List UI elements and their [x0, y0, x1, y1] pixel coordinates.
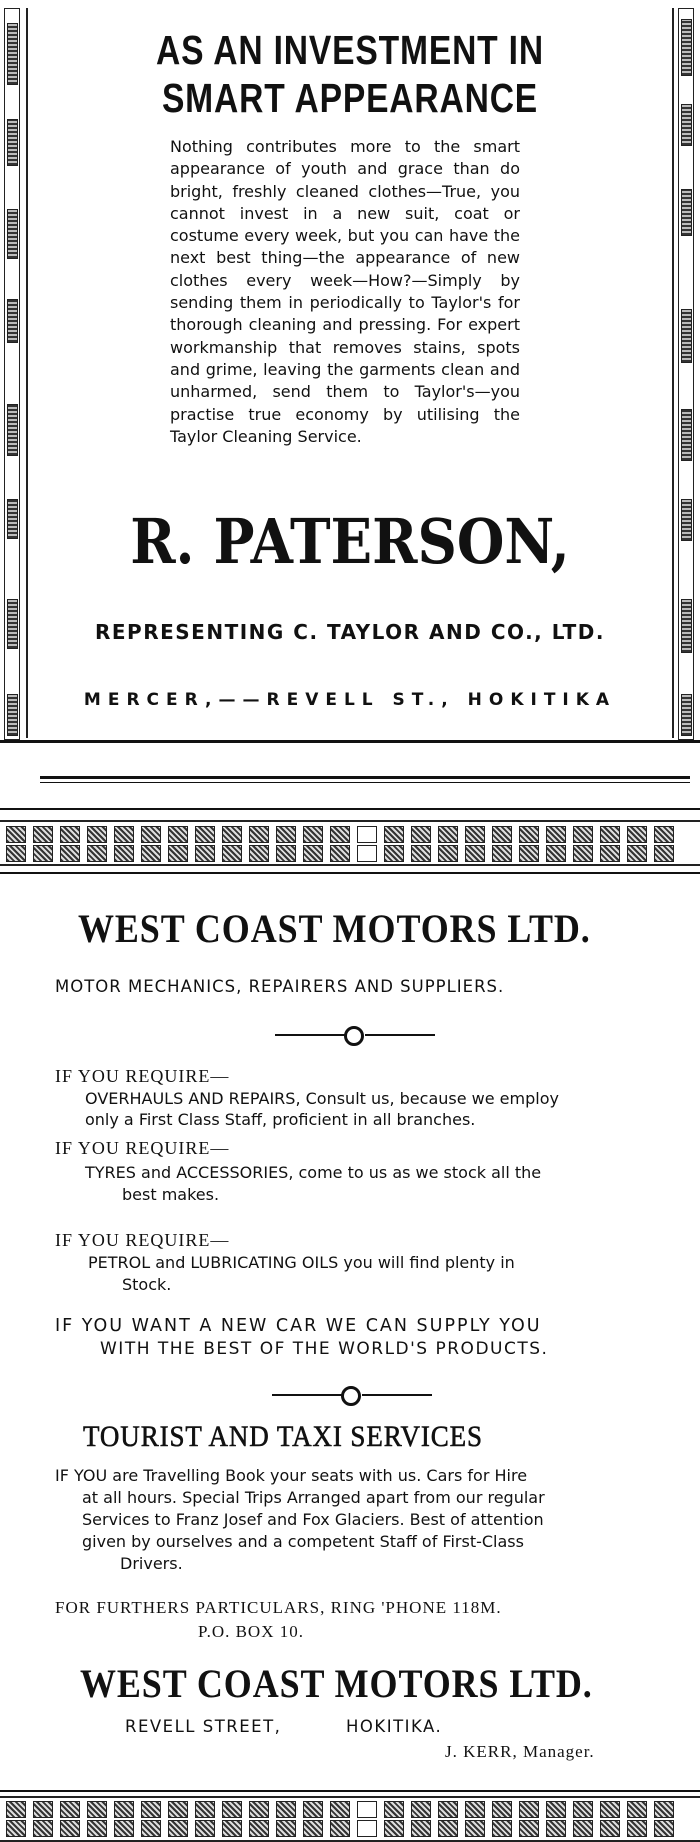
ornament-divider	[272, 1383, 432, 1407]
item-1-line-2: only a First Class Staff, proficient in all branches.	[85, 1110, 476, 1129]
if-you-require-heading: IF YOU REQUIRE—	[55, 1066, 230, 1086]
town-name: HOKITIKA.	[346, 1717, 443, 1736]
right-border-strip	[678, 8, 694, 740]
po-box-line: P.O. BOX 10.	[198, 1622, 304, 1641]
tourist-services-title: TOURIST AND TAXI SERVICES	[83, 1420, 483, 1453]
ornament-divider	[275, 1023, 435, 1047]
company-title: WEST COAST MOTORS LTD.	[78, 906, 591, 951]
paterson-advertisement	[0, 0, 700, 755]
new-car-line-2: WITH THE BEST OF THE WORLD'S PRODUCTS.	[100, 1339, 549, 1359]
tourist-line-3: Services to Franz Josef and Fox Glaciers. Best of attention	[82, 1510, 544, 1529]
address-line: MERCER,——REVELL ST., HOKITIKA	[83, 690, 617, 710]
left-border-strip	[4, 8, 20, 740]
ad-body-text: Nothing contributes more to the smart appearance of youth and grace than do bright, freshly cleaned clothes—True, you cannot invest in a new suit, coat or costume every week, but you can have the next best thing—the appearance of new clothes every week—How?—Simply by sending them in periodically to Taylor's for thorough cleaning and pressing. For expert workmanship that removes stains, spots and grime, leaving the garments clean and unharmed, send them to Taylor's—you practise true economy by utilising the Taylor Cleaning Service.	[170, 137, 520, 446]
item-1-line-1: OVERHAULS AND REPAIRS, Consult us, because we employ	[85, 1089, 559, 1108]
particulars-line: FOR FURTHERS PARTICULARS, RING 'PHONE 118M.	[55, 1598, 502, 1617]
divider-rule	[40, 776, 690, 779]
headline-line-1: AS AN INVESTMENT IN	[156, 27, 544, 73]
tourist-line-4: given by ourselves and a competent Staff of First-Class	[82, 1532, 524, 1551]
tourist-line-2: at all hours. Special Trips Arranged apart from our regular	[82, 1488, 545, 1507]
divider-rule	[0, 1790, 700, 1792]
business-name: R. PATERSON,	[130, 505, 570, 578]
headline-line-2: SMART APPEARANCE	[161, 75, 539, 121]
divider-rule	[40, 782, 690, 783]
divider-rule	[0, 872, 700, 874]
tourist-line-1: IF YOU are Travelling Book your seats with us. Cars for Hire	[55, 1466, 528, 1485]
if-you-require-heading: IF YOU REQUIRE—	[55, 1230, 230, 1250]
west-coast-motors-advertisement	[0, 880, 700, 1780]
tourist-line-5: Drivers.	[120, 1554, 183, 1573]
street-address: REVELL STREET,	[125, 1717, 282, 1736]
item-2-line-2: best makes.	[122, 1185, 220, 1204]
item-3-line-1: PETROL and LUBRICATING OILS you will find plenty in	[88, 1253, 515, 1272]
footer-company-title: WEST COAST MOTORS LTD.	[80, 1661, 593, 1706]
item-3-line-2: Stock.	[122, 1275, 172, 1294]
item-2-line-1: TYRES and ACCESSORIES, come to us as we stock all the	[85, 1163, 542, 1182]
if-you-require-heading: IF YOU REQUIRE—	[55, 1138, 230, 1158]
manager-name: J. KERR, Manager.	[445, 1742, 595, 1761]
new-car-line-1: IF YOU WANT A NEW CAR WE CAN SUPPLY YOU	[55, 1316, 542, 1336]
company-subtitle: MOTOR MECHANICS, REPAIRERS AND SUPPLIERS.	[55, 977, 505, 996]
representing-line: REPRESENTING C. TAYLOR AND CO., LTD.	[94, 620, 605, 644]
decorative-checker-band	[0, 1796, 700, 1842]
divider-rule	[0, 740, 700, 743]
divider-rule	[0, 808, 700, 810]
decorative-checker-band	[0, 820, 700, 866]
